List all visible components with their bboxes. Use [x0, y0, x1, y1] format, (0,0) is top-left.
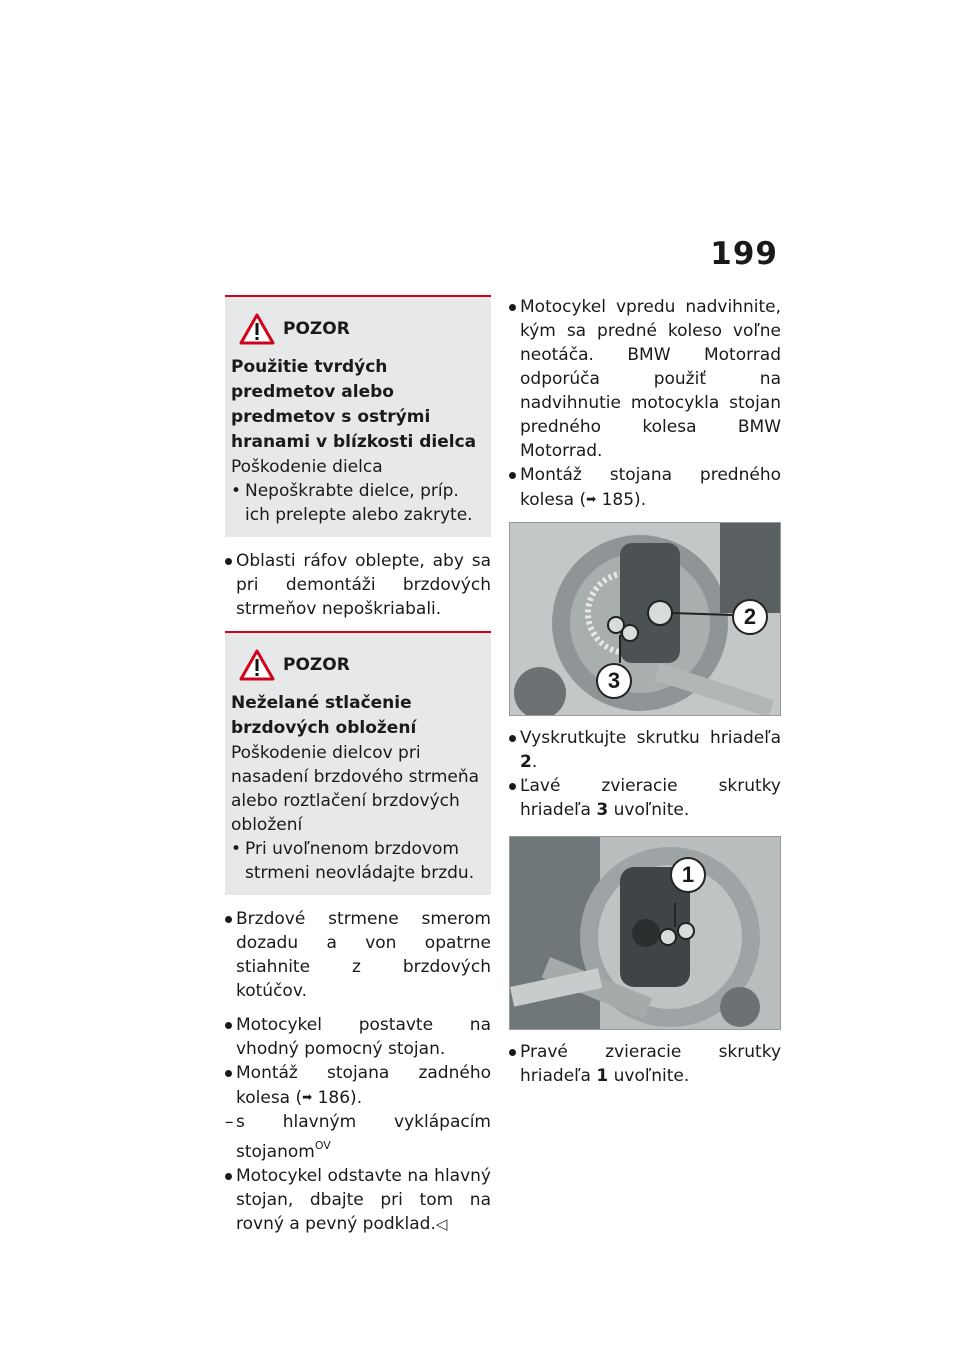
warning-header	[231, 645, 483, 685]
end-of-section-icon: ◁	[435, 1215, 448, 1233]
figure-front-axle-right	[509, 836, 781, 1030]
step-front-stand-text: Montáž stojana predného kolesa (	[520, 465, 781, 510]
step-unscrew-axle: Vyskrutkujte skrutku hriadeľa 2.	[509, 726, 781, 774]
warning-triangle-icon	[239, 649, 275, 681]
right-column	[509, 295, 781, 1088]
step-rear-stand	[225, 1061, 491, 1110]
callout-2: 2	[732, 599, 768, 635]
warning-heading: Neželané stlačenie brzdových obložení	[231, 693, 417, 738]
step-lift-front: Motocykel vpredu nadvihnite, kým sa predné koleso voľne neotáča. BMW Motorrad odporúča použiť na nadvihnutie motocykla stojan predného kolesa BMW Motorrad.	[509, 295, 781, 463]
figure-front-axle-left	[509, 522, 781, 716]
part-number-2: 2	[520, 752, 532, 772]
part-number-1: 1	[596, 1066, 609, 1086]
warning-consequence: Poškodenie dielca	[231, 457, 383, 477]
step-unscrew-axle-text: Vyskrutkujte skrutku hriadeľa	[520, 728, 781, 748]
warning-action: • Pri uvoľnenom brzdovom strmeni neovládajte brzdu.	[231, 837, 483, 885]
front-axle-right-illustration	[510, 837, 780, 1029]
warning-title: POZOR	[283, 655, 350, 675]
warning-consequence: Poškodenie dielcov pri nasadení brzdového strmeňa alebo roztlačení brzdových obložení	[231, 743, 480, 835]
step-left-clamp	[509, 774, 781, 822]
callout-1: 1	[670, 857, 706, 893]
step-right-clamp	[509, 1040, 781, 1088]
step-rear-stand-text: Montáž stojana zadného kolesa (	[236, 1063, 491, 1108]
step-tape-rims: Oblasti ráfov oblepte, aby sa pri demontáži brzdových strmeňov nepoškriabali.	[225, 549, 491, 621]
page-reference: 186).	[317, 1088, 363, 1108]
step-front-stand	[509, 463, 781, 512]
step-left-clamp-suffix: uvoľnite.	[608, 800, 690, 820]
callout-3: 3	[596, 663, 632, 699]
reference-arrow-icon: ➡	[302, 1090, 313, 1104]
warning-action: • Nepoškrabte dielce, príp. ich prelepte alebo zakryte.	[231, 479, 483, 527]
warning-title: POZOR	[283, 319, 350, 339]
left-column	[225, 295, 491, 1236]
page-reference: 185).	[601, 490, 647, 510]
page-number: 199	[710, 236, 778, 272]
warning-heading: Použitie tvrdých predmetov alebo predmetov s ostrými hranami v blízkosti dielca	[231, 357, 477, 452]
reference-arrow-icon: ➡	[586, 492, 597, 506]
step-main-stand	[225, 1164, 491, 1236]
warning-triangle-icon	[239, 313, 275, 345]
step-right-clamp-suffix: uvoľnite.	[608, 1066, 690, 1086]
warning-box-hard-objects	[225, 295, 491, 537]
optional-equipment-mark: OV	[314, 1139, 331, 1152]
step-pull-calipers: Brzdové strmene smerom dozadu a von opatrne stiahnite z brzdových kotúčov.	[225, 907, 491, 1003]
step-auxiliary-stand: Motocykel postavte na vhodný pomocný stojan.	[225, 1013, 491, 1061]
warning-header	[231, 309, 483, 349]
warning-box-brake-pads	[225, 631, 491, 895]
part-number-3: 3	[596, 800, 609, 820]
step-right-clamp-text: Pravé zvieracie skrutky hriadeľa	[520, 1042, 781, 1086]
step-left-clamp-text: Ľavé zvieracie skrutky hriadeľa	[520, 776, 781, 820]
condition-main-stand	[225, 1110, 491, 1164]
condition-main-stand-text: s hlavným vyklápacím stojanom	[236, 1112, 491, 1162]
step-main-stand-text: Motocykel odstavte na hlavný stojan, dbajte pri tom na rovný a pevný podklad.	[236, 1166, 491, 1234]
